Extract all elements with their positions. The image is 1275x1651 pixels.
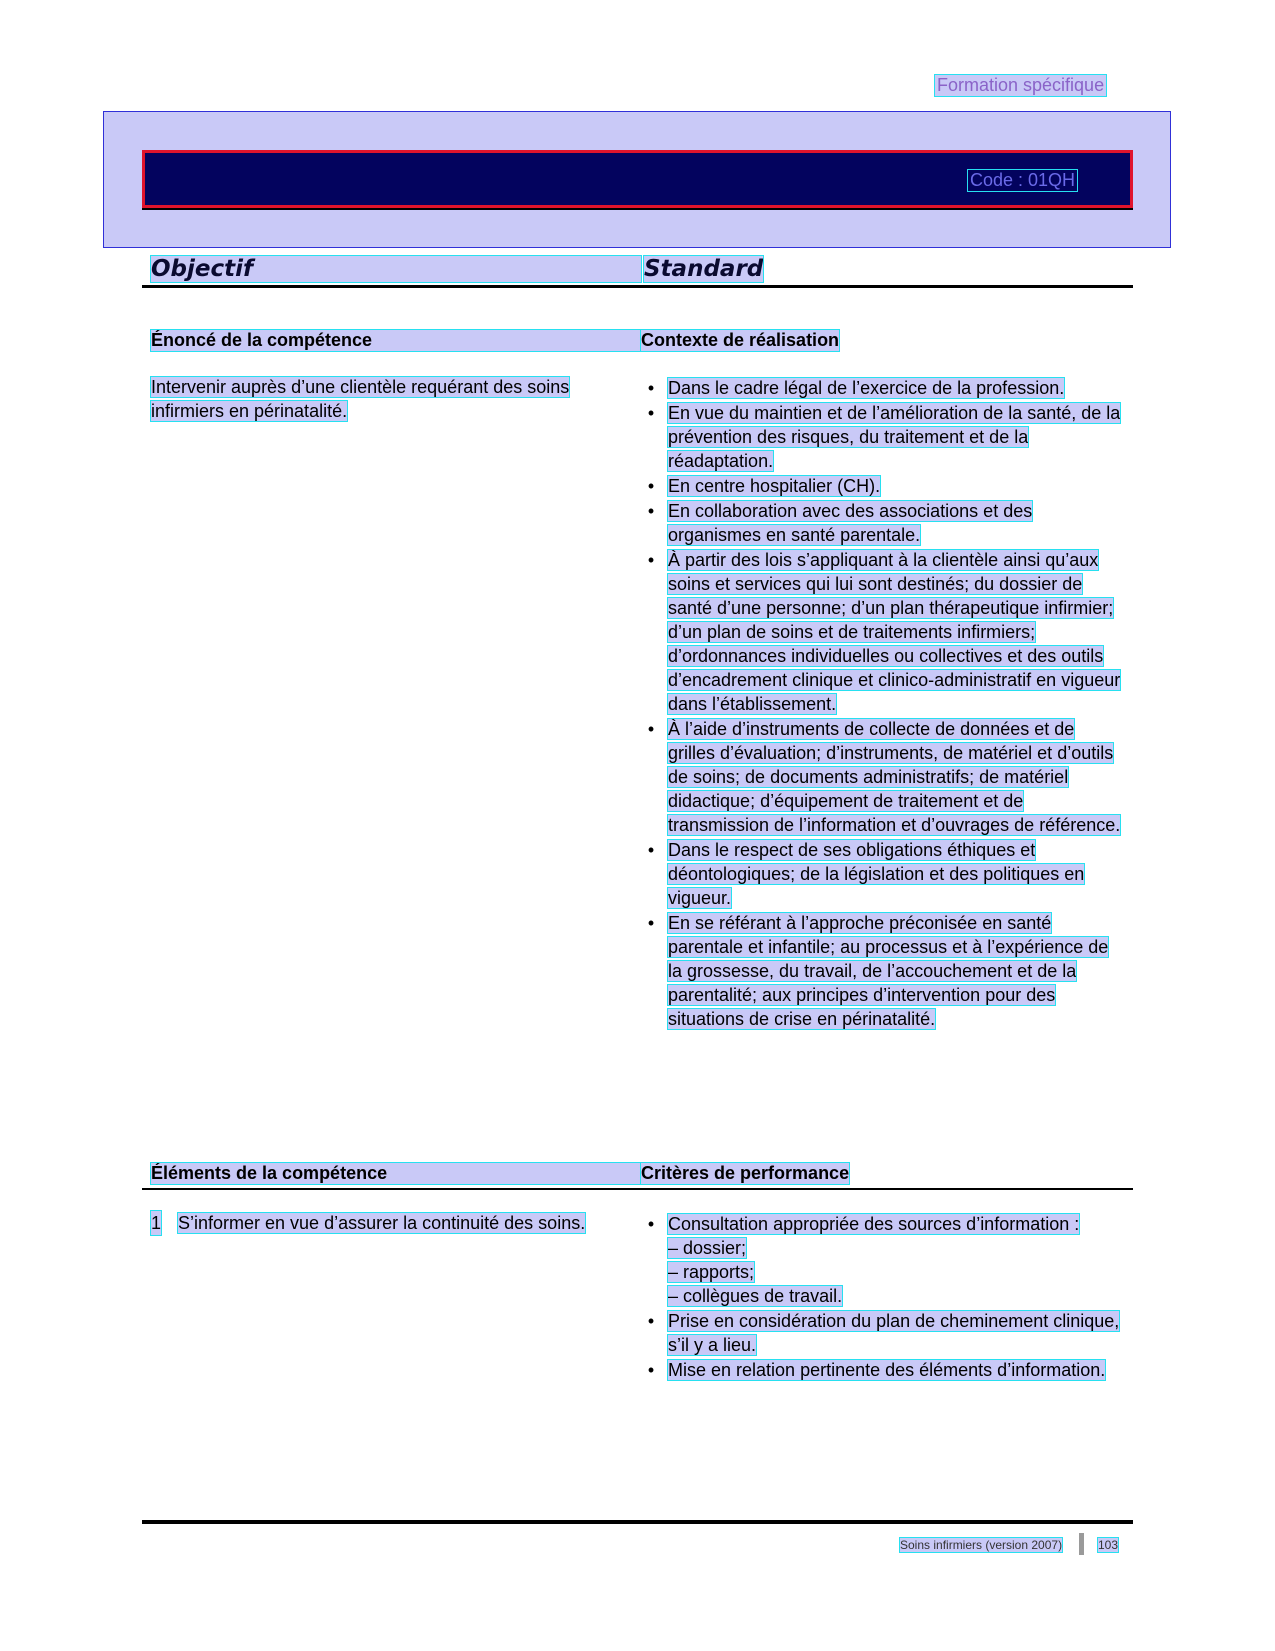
criteria-heading: Critères de performance (641, 1163, 850, 1183)
bullet-icon: • (647, 501, 655, 521)
page-number: 103 (1098, 1538, 1119, 1552)
section-label: Formation spécifique (937, 75, 1105, 95)
list-item: • Consultation appropriée des sources d’information : – dossier; – rapports; – collègues de travail. (645, 1212, 1125, 1308)
context-list (645, 376, 1125, 1032)
statement-heading: Énoncé de la compétence (151, 330, 641, 351)
element-1 (151, 1211, 661, 1235)
context-heading: Contexte de réalisation (641, 330, 840, 350)
bullet-icon: • (647, 840, 655, 860)
sub-item: – rapports; (668, 1262, 755, 1282)
bullet-icon: • (647, 1214, 655, 1234)
sub-item: – collègues de travail. (668, 1286, 843, 1306)
heading-rule (142, 285, 1133, 288)
list-item: • Dans le cadre légal de l’exercice de la profession. (645, 376, 1125, 400)
bullet-icon: • (647, 550, 655, 570)
list-item: • Dans le respect de ses obligations éthiques et déontologiques; de la législation et des politiques en vigueur. (645, 838, 1125, 910)
footer-doc-label: Soins infirmiers (version 2007) (900, 1538, 1063, 1552)
bullet-icon: • (647, 719, 655, 739)
bullet-icon: • (647, 378, 655, 398)
list-item: • À l’aide d’instruments de collecte de données et de grilles d’évaluation; d’instruments, de matériel et d’outils de soins; de documents administratifs; de matériel didactique; d’équipement de traitement et de transmission de l’information et d’ouvrages de référence. (645, 717, 1125, 837)
bullet-icon: • (647, 403, 655, 423)
list-item: • En se référant à l’approche préconisée en santé parentale et infantile; au processus et à l’expérience de la grossesse, du travail, de l’accouchement et de la parentalité; aux principes d’intervention pour des situations de crise en périnatalité. (645, 911, 1125, 1031)
elements-rule (142, 1188, 1133, 1190)
list-item: • En vue du maintien et de l’amélioration de la santé, de la prévention des risques, du traitement et de la réadaptation. (645, 401, 1125, 473)
list-item: • En collaboration avec des associations et des organismes en santé parentale. (645, 499, 1125, 547)
objective-heading: Objectif (151, 256, 641, 282)
sub-item: – dossier; (668, 1238, 747, 1258)
footer-separator (1079, 1533, 1084, 1555)
list-item: • Mise en relation pertinente des éléments d’information. (645, 1358, 1125, 1382)
competence-code: Code : 01QH (970, 170, 1076, 190)
standard-heading: Standard (644, 256, 764, 282)
element-number: 1 (151, 1213, 162, 1233)
list-item: • En centre hospitalier (CH). (645, 474, 1125, 498)
bullet-icon: • (647, 913, 655, 933)
criteria-list (645, 1212, 1125, 1383)
banner-underline (142, 208, 1133, 210)
bullet-icon: • (647, 1360, 655, 1380)
list-item: • À partir des lois s’appliquant à la clientèle ainsi qu’aux soins et services qui lui sont destinés; du dossier de santé d’une personne; d’un plan thérapeutique infirmier; d’un plan de soins et de traitements infirmiers; d’ordonnances individuelles ou collectives et des outils d’encadrement clinique et clinico-administratif en vigueur dans l’établissement. (645, 548, 1125, 716)
list-item: • Prise en considération du plan de cheminement clinique, s’il y a lieu. (645, 1309, 1125, 1357)
bullet-icon: • (647, 476, 655, 496)
element-text: S’informer en vue d’assurer la continuité des soins. (178, 1213, 586, 1233)
footer-rule (142, 1520, 1133, 1524)
bullet-icon: • (647, 1311, 655, 1331)
competence-statement-text: Intervenir auprès d’une clientèle requérant des soins infirmiers en périnatalité. (151, 377, 570, 421)
elements-heading: Éléments de la compétence (151, 1163, 641, 1184)
competence-statement (151, 375, 641, 423)
